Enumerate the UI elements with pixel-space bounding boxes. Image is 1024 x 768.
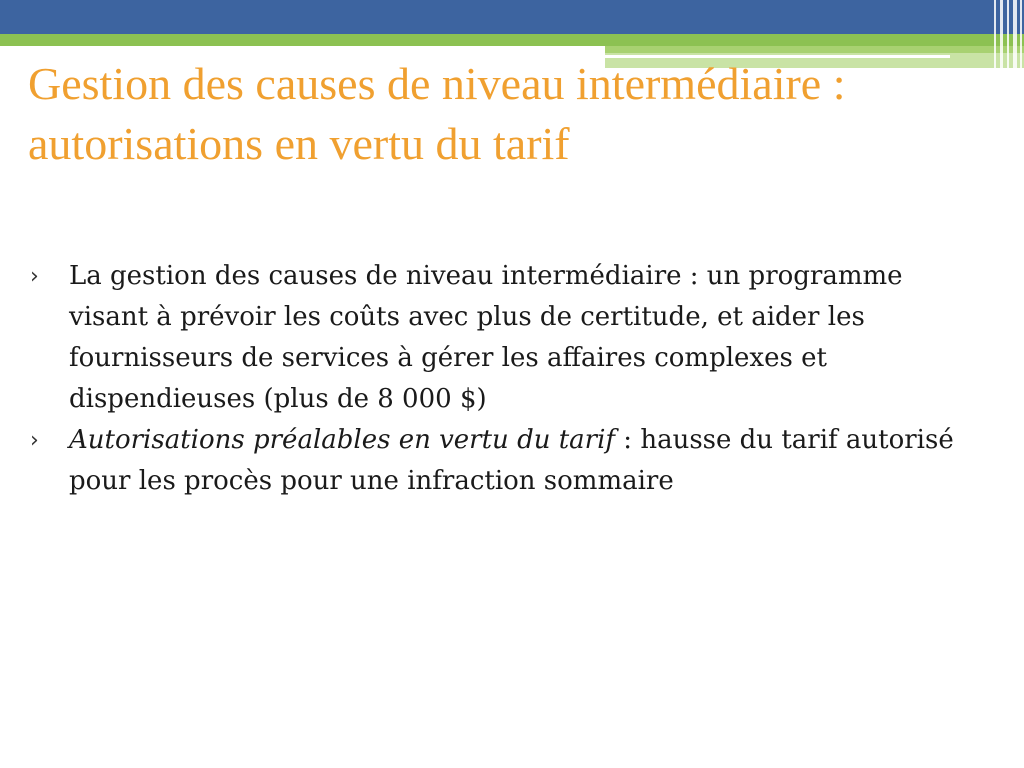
header-white-line	[0, 46, 605, 52]
bullet-marker-icon: ›	[30, 428, 39, 453]
header-vertical-stripes	[990, 0, 1024, 68]
header-mid-green-band	[605, 46, 1024, 53]
bullet-text: La gestion des causes de niveau intermédiaire : un programme visant à prévoir les coûts avec plus de certitude, et aider les fournisseurs de services à gérer les affaires complexes et dispendieuses (plus de 8 000 $)	[69, 261, 903, 414]
bullet-marker-icon: ›	[30, 264, 39, 289]
bullet-item	[30, 256, 960, 420]
bullet-italic-text: Autorisations préalables en vertu du tarif	[69, 425, 616, 455]
header-blue-band	[0, 0, 1024, 34]
bullet-text: : hausse du tarif autorisé pour les procès pour une infraction sommaire	[69, 425, 954, 496]
bullet-list	[30, 256, 960, 502]
header-green-band	[0, 34, 1024, 46]
bullet-item	[30, 420, 960, 502]
slide-title: Gestion des causes de niveau intermédiaire : autorisations en vertu du tarif	[28, 58, 846, 169]
